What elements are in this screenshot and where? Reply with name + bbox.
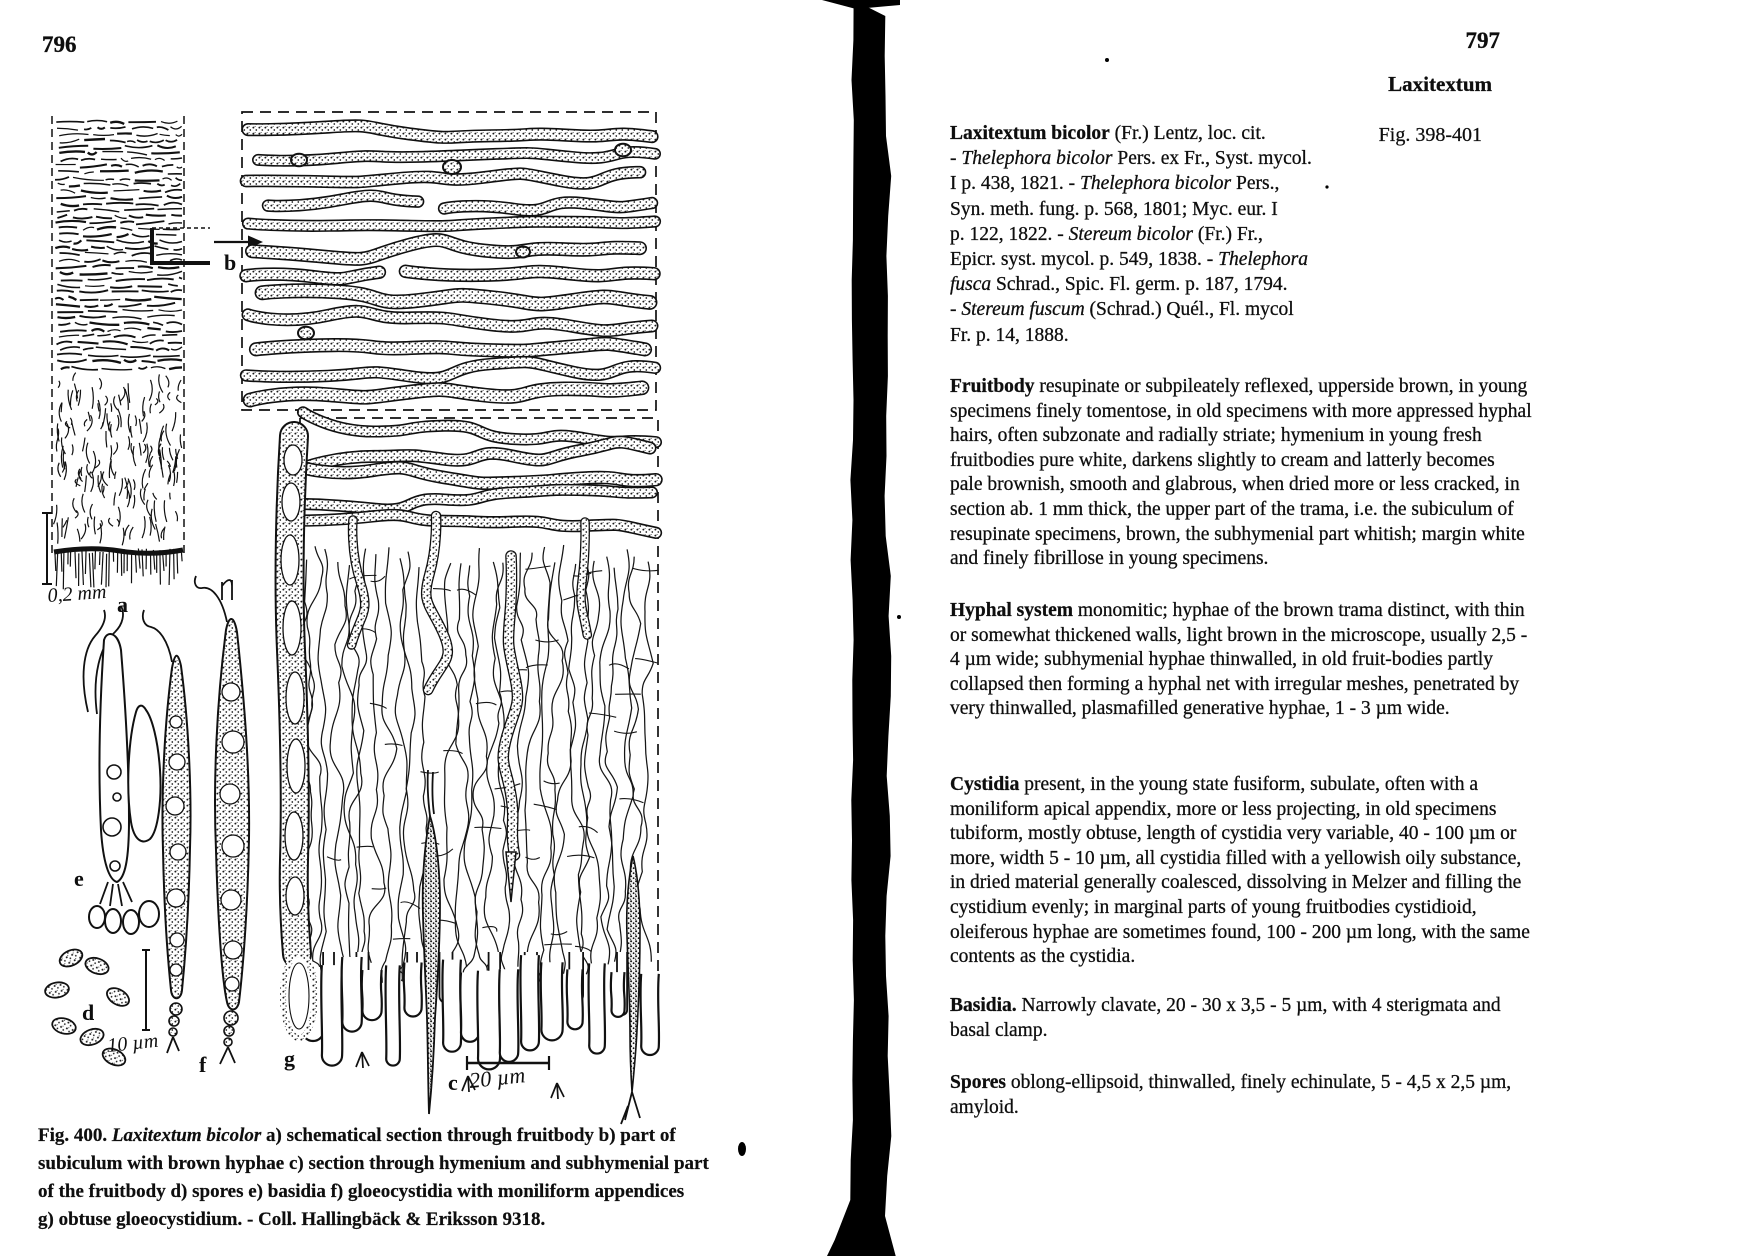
paragraph-hyphal-system xyxy=(950,599,1532,722)
paragraph-text: present, in the young state fusiform, subulate, often with a moniliform apical appendix, more or less projecting, in old specimens tubiform, mostly obtuse, length of cystidia very variable, 40 - 100 µm or more, width 5 - 10 µm, all cystidia filled with a yellowish oily substance, in dried material generally coalesced, dissolving in Melzer and filling the cystidium evenly; in marginal parts of young fruitbodies cystidioid, oleiferous hyphae are sometimes found, 100 - 200 µm long, with the same contents as the cystidia. xyxy=(950,774,1530,968)
paragraph-text: oblong-ellipsoid, thinwalled, finely echinulate, 5 - 4,5 x 2,5 µm, amyloid. xyxy=(950,1072,1512,1118)
synonymy-line: - Thelephora bicolor Pers. ex Fr., Syst. mycol. xyxy=(950,148,1312,170)
synonymy-line: fusca Schrad., Spic. Fl. germ. p. 187, 1794. xyxy=(950,274,1288,296)
figure-label-f: f xyxy=(199,1052,207,1077)
figure-label-e: e xyxy=(74,866,84,891)
panel-c-hyphal-net xyxy=(297,545,658,983)
paragraph-lead: Cystidia xyxy=(950,774,1020,795)
figure-label-b: b xyxy=(224,250,237,275)
paragraph-text: Narrowly clavate, 20 - 30 x 3,5 - 5 µm, with 4 sterigmata and basal clamp. xyxy=(950,995,1501,1041)
paragraph-fruitbody xyxy=(950,375,1532,572)
panel-a-section-texture xyxy=(54,121,184,590)
synonymy-line: Fr. p. 14, 1888. xyxy=(950,324,1069,346)
figure-400-illustration xyxy=(30,96,744,1160)
paragraph-lead: Hyphal system xyxy=(950,600,1073,621)
paragraph-text: monomitic; hyphae of the brown trama distinct, with thin or somewhat thickened walls, light brown in the microscope, usually 2,5 - 4 µm wide; subhymenial hyphae thinwalled, in old fruit-bodies partly collapsed then forming a hyphal net with irregular meshes, penetrated by very thinwalled, plasmafilled generative hyphae, 1 - 3 µm wide. xyxy=(950,600,1528,720)
basidia-drawing xyxy=(84,606,161,934)
synonymy-line: Epicr. syst. mycol. p. 549, 1838. - Thelephora xyxy=(950,249,1309,271)
paragraph-lead: Spores xyxy=(950,1072,1006,1093)
caption-line: Fig. 400. Laxitextum bicolor a) schematical section through fruitbody b) part of xyxy=(38,1125,676,1146)
zoom-bracket xyxy=(152,228,210,263)
running-head: Laxitextum xyxy=(1388,72,1492,96)
scale-label-02mm: 0,2 mm xyxy=(46,580,108,607)
scale-bar-a xyxy=(42,513,52,584)
page-number-left: 796 xyxy=(42,32,77,57)
paragraph-lead: Basidia. xyxy=(950,995,1017,1016)
species-name-line: Laxitextum bicolor (Fr.) Lentz, loc. cit. xyxy=(950,123,1266,144)
gloeocystidia-drawing xyxy=(143,576,249,1064)
synonymy-line: Syn. meth. fung. p. 568, 1801; Myc. eur. I xyxy=(950,198,1278,220)
caption-line: g) obtuse gloeocystidium. - Coll. Hallingbäck & Eriksson 9318. xyxy=(38,1209,546,1230)
left-page xyxy=(0,0,850,1256)
right-page xyxy=(850,0,1740,1256)
figure-label-d: d xyxy=(82,1000,95,1025)
synonymy-line: p. 122, 1822. - Stereum bicolor (Fr.) Fr., xyxy=(950,223,1263,245)
caption-line: subiculum with brown hyphae c) section through hymenium and subhymenial part xyxy=(38,1153,709,1174)
figure-reference: Fig. 398-401 xyxy=(1378,124,1482,146)
synonymy-line: I p. 438, 1821. - Thelephora bicolor Pers., xyxy=(950,173,1280,195)
figure-label-a: a xyxy=(117,592,128,617)
paragraph-spores xyxy=(950,1071,1532,1120)
paragraph-lead: Fruitbody xyxy=(950,376,1035,397)
caption-line: of the fruitbody d) spores e) basidia f) gloeocystidia with moniliform appendices xyxy=(38,1181,685,1202)
panel-b-brown-hyphae xyxy=(246,126,655,400)
paragraph-cystidia xyxy=(950,773,1532,970)
synonymy-block xyxy=(950,121,1312,348)
figure-caption xyxy=(38,1122,709,1234)
scale-label-10um: 10 µm xyxy=(106,1029,160,1057)
scale-label-20um: 20 µm xyxy=(467,1062,527,1093)
paragraph-text: resupinate or subpileately reflexed, upperside brown, in young specimens finely tomentose, in old specimens with more appressed hyphal hairs, often subzonate and radially striate; hymenium in young fresh fruitbodies pure white, darkens slightly to cream and latterly becomes pale brownish, smooth and glabrous, when dried more or less cracked, in section ab. 1 mm thick, the upper part of the trama, i.e. the subiculum of resupinate specimens, brown, the subhymenial part whitish; margin white and finely fibrillose in young specimens. xyxy=(950,376,1532,570)
figure-label-g: g xyxy=(284,1046,295,1071)
page-number-right: 797 xyxy=(1465,28,1500,53)
figure-label-c: c xyxy=(448,1070,458,1095)
scale-bar-d xyxy=(142,950,150,1030)
synonymy-line: - Stereum fuscum (Schrad.) Quél., Fl. mycol xyxy=(950,299,1294,321)
paragraph-basidia xyxy=(950,994,1532,1043)
